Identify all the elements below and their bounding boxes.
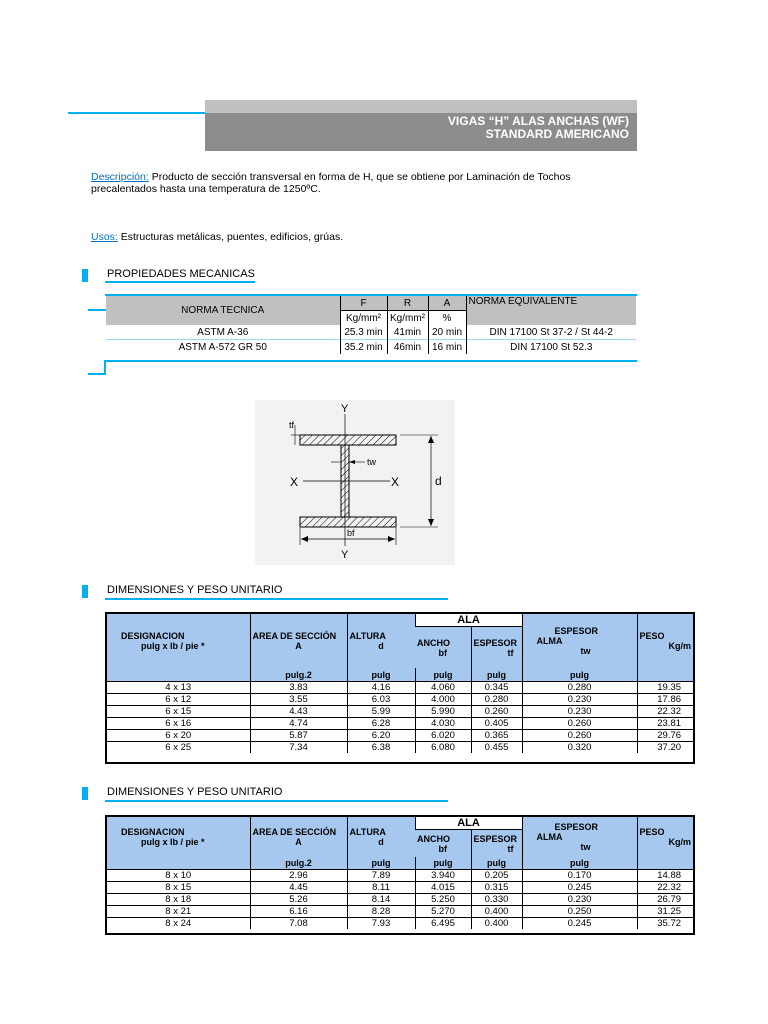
t2-unit-area: pulg.2 <box>250 857 347 870</box>
t1-h-altura: ALTURA <box>349 631 386 641</box>
table-cell: 0.320 <box>522 742 637 754</box>
t2-unit-altura: pulg <box>347 857 415 870</box>
table-row <box>107 882 693 894</box>
table-cell: 0.245 <box>522 918 637 930</box>
section-marker <box>82 269 88 282</box>
table-cell: 0.365 <box>471 730 522 742</box>
props-table <box>106 296 636 354</box>
y-top-label: Y <box>341 403 349 415</box>
props-cell: 25.3 min <box>340 325 387 340</box>
props-row <box>106 340 636 355</box>
t1-h-ancho: ANCHO <box>417 637 450 648</box>
props-cell: 46min <box>387 340 428 355</box>
t2-h-ancho-sub: bf <box>438 843 447 854</box>
table-cell: 3.83 <box>250 682 347 694</box>
web <box>341 445 349 517</box>
table-cell: 6 x 15 <box>107 706 250 718</box>
table-row <box>107 918 693 930</box>
table-cell: 4.000 <box>415 694 471 706</box>
props-header-norma: NORMA TECNICA <box>181 305 265 316</box>
table-cell: 19.35 <box>637 682 693 694</box>
props-unit-a: % <box>428 311 466 326</box>
table-cell: 5.270 <box>415 906 471 918</box>
t1-unit-ancho: pulg <box>415 668 471 682</box>
props-unit-f: Kg/mm² <box>340 311 387 326</box>
t2-h-designacion: DESIGNACION <box>121 827 185 837</box>
table-cell: 6.20 <box>347 730 415 742</box>
table-cell: 5.990 <box>415 706 471 718</box>
table-cell: 6.080 <box>415 742 471 754</box>
t1-unit-altura: pulg <box>347 668 415 682</box>
t2-unit-blank <box>107 857 250 870</box>
table-cell: 35.72 <box>637 918 693 930</box>
props-cell: DIN 17100 St 37-2 / St 44-2 <box>466 325 636 340</box>
t1-h-espesor: ESPESOR <box>473 637 518 648</box>
header-banner <box>205 113 637 151</box>
props-header-r: R <box>387 296 428 311</box>
props-cell: 41min <box>387 325 428 340</box>
t2-header-designacion <box>107 817 250 857</box>
table2-body <box>107 870 693 930</box>
table-cell: 0.345 <box>471 682 522 694</box>
table-cell: 4.015 <box>415 882 471 894</box>
table1-title: DIMENSIONES Y PESO UNITARIO <box>107 584 283 596</box>
t1-unit-espesor: pulg <box>471 668 522 682</box>
table-cell: 26.79 <box>637 894 693 906</box>
props-cell: ASTM A-36 <box>197 326 249 338</box>
t1-h-altura-sub: d <box>378 641 384 651</box>
table-cell: 0.400 <box>471 906 522 918</box>
t1-h-alma2: ALMA <box>536 636 563 646</box>
table-cell: 6.38 <box>347 742 415 754</box>
table-cell: 0.405 <box>471 718 522 730</box>
table-row <box>107 906 693 918</box>
t1-unit-alma: pulg <box>522 668 637 682</box>
t1-h-alma: ESPESOR <box>554 626 599 636</box>
d-label: d <box>435 474 442 488</box>
table-cell: 7.08 <box>250 918 347 930</box>
t1-h-ala: ALA <box>415 614 522 627</box>
t1-unit-area: pulg.2 <box>250 668 347 682</box>
t2-header-alma <box>522 817 637 857</box>
props-unit-r: Kg/mm² <box>387 311 428 326</box>
table-row <box>107 718 693 730</box>
table-cell: 31.25 <box>637 906 693 918</box>
t1-header-peso <box>637 614 693 668</box>
table-row <box>107 742 693 754</box>
table-cell: 6.16 <box>250 906 347 918</box>
table-row <box>107 730 693 742</box>
props-bottom-tick <box>88 373 106 375</box>
h-beam-section-diagram <box>255 400 455 565</box>
table-cell: 0.170 <box>522 870 637 882</box>
t1-h-area: AREA DE SECCIÓN <box>252 631 337 641</box>
table-cell: 0.230 <box>522 694 637 706</box>
table-cell: 5.250 <box>415 894 471 906</box>
table-cell: 22.32 <box>637 706 693 718</box>
table1-body <box>107 682 693 754</box>
table-cell: 4.43 <box>250 706 347 718</box>
t2-h-espesor-sub: tf <box>507 843 514 854</box>
table-cell: 7.93 <box>347 918 415 930</box>
page-title <box>448 115 629 141</box>
table-cell: 4.060 <box>415 682 471 694</box>
table2 <box>107 817 693 929</box>
table-cell: 23.81 <box>637 718 693 730</box>
t1-header-area <box>250 614 347 668</box>
table2-title-underline <box>105 800 448 802</box>
t1-header-designacion <box>107 614 250 668</box>
table-cell: 5.87 <box>250 730 347 742</box>
table-cell: 8 x 21 <box>107 906 250 918</box>
description-label: Descripción: <box>91 171 149 183</box>
table-cell: 0.230 <box>522 706 637 718</box>
bottom-flange <box>300 517 396 527</box>
table-row <box>107 694 693 706</box>
table-cell: 4 x 13 <box>107 682 250 694</box>
table-cell: 6.020 <box>415 730 471 742</box>
table-row <box>107 870 693 882</box>
t1-h-peso-sub: Kg/m <box>668 641 692 651</box>
table-cell: 8 x 10 <box>107 870 250 882</box>
table-cell: 4.74 <box>250 718 347 730</box>
table-cell: 37.20 <box>637 742 693 754</box>
uses-label: Usos: <box>91 231 118 243</box>
table-cell: 6.03 <box>347 694 415 706</box>
t1-header-espesor <box>471 627 522 668</box>
uses-text: Estructuras metálicas, puentes, edificios, grúas. <box>117 231 344 243</box>
table-cell: 0.330 <box>471 894 522 906</box>
table-cell: 8 x 24 <box>107 918 250 930</box>
table-cell: 2.96 <box>250 870 347 882</box>
props-table-bottom-line <box>105 360 637 362</box>
table2-box <box>105 815 695 935</box>
props-cell: 20 min <box>428 325 466 340</box>
table-cell: 6 x 20 <box>107 730 250 742</box>
table-cell: 6 x 25 <box>107 742 250 754</box>
table-cell: 6.495 <box>415 918 471 930</box>
table-cell: 14.88 <box>637 870 693 882</box>
table1 <box>107 614 693 753</box>
page-title-line2: STANDARD AMERICANO <box>485 127 629 141</box>
t1-h-espesor-sub: tf <box>507 647 514 658</box>
table-cell: 22.32 <box>637 882 693 894</box>
table-cell: 4.45 <box>250 882 347 894</box>
table-cell: 0.250 <box>522 906 637 918</box>
t2-header-area <box>250 817 347 857</box>
table-cell: 8 x 15 <box>107 882 250 894</box>
table1-box <box>105 612 695 764</box>
table1-title-underline <box>105 598 448 600</box>
t1-header-ancho <box>415 627 471 668</box>
section-marker <box>82 787 88 800</box>
t2-h-alma-sub: tw <box>580 842 591 852</box>
props-cell: 35.2 min <box>340 340 387 355</box>
table-cell: 0.260 <box>522 730 637 742</box>
t2-h-peso: PESO <box>639 827 665 837</box>
section-marker <box>82 585 88 598</box>
table-cell: 7.89 <box>347 870 415 882</box>
table-cell: 7.34 <box>250 742 347 754</box>
t2-unit-espesor: pulg <box>471 857 522 870</box>
table-cell: 8.11 <box>347 882 415 894</box>
props-header-equiv: NORMA EQUIVALENTE <box>466 296 636 325</box>
table-cell: 0.280 <box>522 682 637 694</box>
t2-header-peso <box>637 817 693 857</box>
x-right-label: X <box>391 475 400 489</box>
t1-header-alma <box>522 614 637 668</box>
t2-h-ancho: ANCHO <box>417 833 450 844</box>
props-header-f: F <box>340 296 387 311</box>
table-cell: 3.55 <box>250 694 347 706</box>
top-flange <box>300 435 396 445</box>
table-cell: 0.260 <box>522 718 637 730</box>
description-text: Producto de sección transversal en forma de H, que se obtiene por Laminación de Tochos precalentados hasta una temperatura de 1250ºC. <box>91 171 571 195</box>
table-cell: 8.28 <box>347 906 415 918</box>
t2-h-ala: ALA <box>415 817 522 830</box>
props-left-tick <box>88 309 108 311</box>
props-title-underline <box>105 281 255 283</box>
table-cell: 0.280 <box>471 694 522 706</box>
table-cell: 5.26 <box>250 894 347 906</box>
t1-unit-peso <box>637 668 693 682</box>
table-cell: 0.245 <box>522 882 637 894</box>
t1-h-designacion-sub: pulg x lb / pie * <box>141 641 205 651</box>
header-accent-line <box>68 112 206 114</box>
t2-h-area: AREA DE SECCIÓN <box>252 827 337 837</box>
t2-h-area-sub: A <box>295 837 302 847</box>
t1-header-altura <box>347 614 415 668</box>
header-band-light <box>205 100 637 113</box>
t1-h-peso: PESO <box>639 631 665 641</box>
t1-h-alma-sub: tw <box>580 646 591 656</box>
table-cell: 6 x 16 <box>107 718 250 730</box>
table-cell: 8 x 18 <box>107 894 250 906</box>
t2-unit-ancho: pulg <box>415 857 471 870</box>
table-cell: 0.455 <box>471 742 522 754</box>
table-cell: 6 x 12 <box>107 694 250 706</box>
t2-header-espesor <box>471 830 522 857</box>
table-cell: 17.86 <box>637 694 693 706</box>
table-cell: 4.030 <box>415 718 471 730</box>
table-cell: 29.76 <box>637 730 693 742</box>
tw-label: tw <box>367 457 376 467</box>
t1-h-ancho-sub: bf <box>438 647 447 658</box>
t2-h-alma2: ALMA <box>536 832 563 842</box>
table-row <box>107 894 693 906</box>
table-cell: 6.28 <box>347 718 415 730</box>
table-cell: 0.315 <box>471 882 522 894</box>
t1-h-area-sub: A <box>295 641 302 651</box>
uses <box>91 231 611 243</box>
t2-h-designacion-sub: pulg x lb / pie * <box>141 837 205 847</box>
t2-h-alma: ESPESOR <box>554 822 599 832</box>
t2-unit-peso <box>637 857 693 870</box>
props-bottom-stem <box>104 360 106 374</box>
table-cell: 0.400 <box>471 918 522 930</box>
page-title-line1: VIGAS “H” ALAS ANCHAS (WF) <box>447 114 629 128</box>
table-cell: 3.940 <box>415 870 471 882</box>
description <box>91 171 611 195</box>
bf-label: bf <box>347 528 355 538</box>
props-header-a: A <box>428 296 466 311</box>
t2-h-altura: ALTURA <box>349 827 386 837</box>
props-cell: 16 min <box>428 340 466 355</box>
props-cell: ASTM A-572 GR 50 <box>178 341 267 353</box>
table-cell: 4.16 <box>347 682 415 694</box>
t1-h-designacion: DESIGNACION <box>121 631 185 641</box>
y-bottom-label: Y <box>341 549 349 561</box>
table-row <box>107 706 693 718</box>
table2-title: DIMENSIONES Y PESO UNITARIO <box>107 786 283 798</box>
table-cell: 0.260 <box>471 706 522 718</box>
tf-label: tf <box>289 420 295 430</box>
table-cell: 0.230 <box>522 894 637 906</box>
props-cell: DIN 17100 St 52.3 <box>466 340 636 355</box>
props-row <box>106 325 636 340</box>
table-cell: 8.14 <box>347 894 415 906</box>
table-row <box>107 682 693 694</box>
t2-h-espesor: ESPESOR <box>473 833 518 844</box>
table-cell: 5.99 <box>347 706 415 718</box>
table-cell: 0.205 <box>471 870 522 882</box>
x-left-label: X <box>290 475 299 489</box>
t2-h-altura-sub: d <box>378 837 384 847</box>
t2-header-altura <box>347 817 415 857</box>
t2-h-peso-sub: Kg/m <box>668 837 692 847</box>
t2-header-ancho <box>415 830 471 857</box>
t2-unit-alma: pulg <box>522 857 637 870</box>
t1-unit-blank <box>107 668 250 682</box>
props-title: PROPIEDADES MECANICAS <box>107 268 255 280</box>
